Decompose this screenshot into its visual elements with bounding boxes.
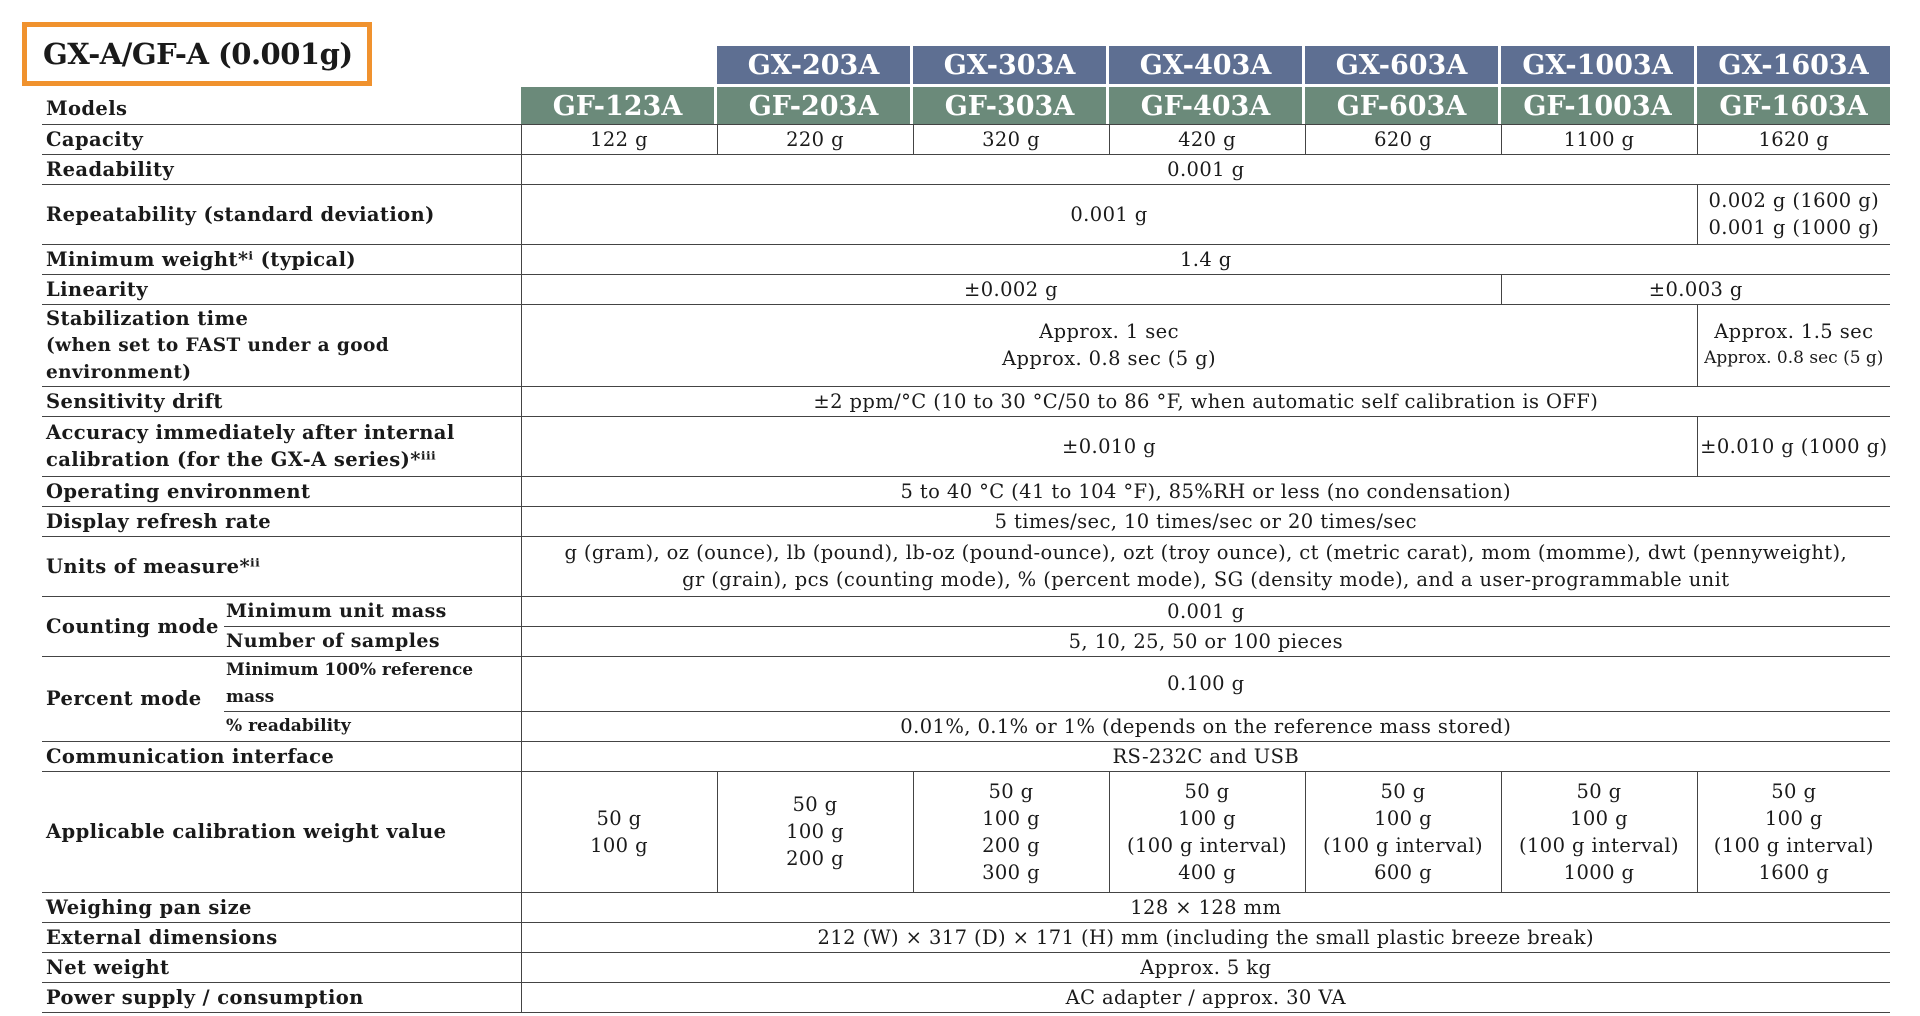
cal-weight-line: (100 g interval) [1518,833,1680,857]
repeatability-last [1697,184,1890,244]
comm-value: RS-232C and USB [521,741,1890,771]
readability-value: 0.001 g [521,154,1890,184]
row-models [42,87,1890,124]
section-title: GX-A/GF-A (0.001g) [22,22,372,86]
cal-weight-cell [913,771,1109,892]
header-gx-303a: GX-303A [913,46,1106,84]
pan-value: 128 × 128 mm [521,892,1890,922]
cal-weight-cell [1697,771,1890,892]
label-linearity: Linearity [42,274,521,304]
cal-weight-cell [717,771,913,892]
power-value: AC adapter / approx. 30 VA [521,982,1890,1012]
cal-weight-line: 1000 g [1563,860,1635,884]
label-counting-min: Minimum unit mass [224,596,521,626]
row-sensitivity [42,386,1890,416]
row-readability [42,154,1890,184]
cal-weight-cell [521,771,717,892]
net-weight-value: Approx. 5 kg [521,952,1890,982]
accuracy-value: ±0.010 g [521,416,1697,476]
label-min-weight: Minimum weight*ⁱ (typical) [42,244,521,274]
cal-weight-line: 100 g [590,833,648,857]
cal-weight-line: (100 g interval) [1322,833,1484,857]
header-gf-603a: GF-603A [1305,87,1498,125]
cal-weight-line: 100 g [1178,806,1236,830]
cal-weight-line: 50 g [988,779,1034,803]
stabilization-last [1697,304,1890,386]
capacity-cell: 1100 g [1501,124,1697,154]
label-power: Power supply / consumption [42,982,521,1012]
cal-weight-line: 50 g [1184,779,1230,803]
cal-weight-line: 600 g [1374,860,1432,884]
row-cal-weight [42,771,1890,892]
external-value: 212 (W) × 317 (D) × 171 (H) mm (including the small plastic breeze break) [521,922,1890,952]
row-accuracy [42,416,1890,476]
cal-weight-line: 200 g [982,833,1040,857]
label-readability: Readability [42,154,521,184]
label-units: Units of measure*ⁱⁱ [42,536,521,596]
refresh-value: 5 times/sec, 10 times/sec or 20 times/sec [521,506,1890,536]
cal-weight-line: 100 g [982,806,1040,830]
row-refresh [42,506,1890,536]
label-repeatability: Repeatability (standard deviation) [42,184,521,244]
label-counting-samples: Number of samples [224,626,521,656]
header-gx-1003a: GX-1003A [1501,46,1694,84]
accuracy-last: ±0.010 g (1000 g) [1697,416,1890,476]
label-stabilization-line2: (when set to FAST under a good environment) [46,334,390,383]
stabilization-last-line2: Approx. 0.8 sec (5 g) [1704,348,1884,368]
header-gx-603a: GX-603A [1305,46,1498,84]
header-gx-203a: GX-203A [717,46,910,84]
row-net-weight [42,952,1890,982]
label-comm: Communication interface [42,741,521,771]
row-external [42,922,1890,952]
label-models: Models [42,87,521,124]
row-stabilization [42,304,1890,386]
label-refresh: Display refresh rate [42,506,521,536]
sensitivity-value: ±2 ppm/°C (10 to 30 °C/50 to 86 °F, when automatic self calibration is OFF) [521,386,1890,416]
cal-weight-line: 100 g [1570,806,1628,830]
cal-weight-cell [1109,771,1305,892]
label-percent: Percent mode [42,656,224,741]
percent-ref-value: 0.100 g [521,656,1890,711]
header-gx-403a: GX-403A [1109,46,1302,84]
row-pan [42,892,1890,922]
linearity-value-b: ±0.003 g [1501,274,1890,304]
cal-weight-line: 50 g [792,793,838,816]
percent-read-value: 0.01%, 0.1% or 1% (depends on the reference mass stored) [521,711,1890,741]
cal-weight-line: 1600 g [1758,860,1830,884]
capacity-cell: 220 g [717,124,913,154]
row-repeatability [42,184,1890,244]
row-percent-ref [42,656,1890,711]
capacity-cell: 420 g [1109,124,1305,154]
row-min-weight [42,244,1890,274]
cal-weight-line: 200 g [786,847,844,870]
cal-weight-cell [1305,771,1501,892]
units-line1: g (gram), oz (ounce), lb (pound), lb-oz (pound-ounce), ozt (troy ounce), ct (metric carat), mom (momme), dwt (pennyweight), [564,541,1848,564]
linearity-value-a: ±0.002 g [521,274,1501,304]
header-gf-403a: GF-403A [1109,87,1302,125]
cal-weight-line: 100 g [786,820,844,843]
capacity-cell: 122 g [521,124,717,154]
cal-weight-line: 400 g [1178,860,1236,884]
row-counting-samples [42,626,1890,656]
row-capacity [42,124,1890,154]
row-operating [42,476,1890,506]
cal-weight-line: 300 g [982,860,1040,884]
header-gf-123a: GF-123A [521,87,714,125]
models-spacer [521,87,1890,124]
row-percent-read [42,711,1890,741]
label-operating: Operating environment [42,476,521,506]
repeatability-last-line2: 0.001 g (1000 g) [1708,216,1880,239]
repeatability-value: 0.001 g [521,184,1697,244]
label-percent-read: % readability [224,711,521,741]
label-percent-ref: Minimum 100% reference mass [224,656,521,711]
row-comm [42,741,1890,771]
cal-weight-line: 100 g [1374,806,1432,830]
label-net-weight: Net weight [42,952,521,982]
header-gf-303a: GF-303A [913,87,1106,125]
cal-weight-line: (100 g interval) [1713,833,1874,857]
label-accuracy-line1: Accuracy immediately after internal [46,421,455,444]
header-gx-1603a: GX-1603A [1697,46,1890,84]
header-gf-1003a: GF-1003A [1501,87,1694,125]
counting-samples-value: 5, 10, 25, 50 or 100 pieces [521,626,1890,656]
header-gf-1603a: GF-1603A [1697,87,1890,125]
cal-weight-line: 50 g [1380,779,1426,803]
units-line2: gr (grain), pcs (counting mode), % (percent mode), SG (density mode), and a user-programmable unit [682,568,1730,591]
cal-weight-cell [1501,771,1697,892]
label-stabilization-line1: Stabilization time [46,306,249,330]
stabilization-main-line1: Approx. 1 sec [1039,320,1179,343]
counting-min-value: 0.001 g [521,596,1890,626]
capacity-cell: 1620 g [1697,124,1890,154]
stabilization-main [521,304,1697,386]
label-pan: Weighing pan size [42,892,521,922]
label-stabilization [42,304,521,386]
label-external: External dimensions [42,922,521,952]
cal-weight-line: 100 g [1764,806,1823,830]
repeatability-last-line1: 0.002 g (1600 g) [1708,189,1880,212]
stabilization-main-line2: Approx. 0.8 sec (5 g) [1001,347,1217,370]
label-accuracy-line2: calibration (for the GX-A series)*ⁱⁱⁱ [46,448,437,471]
label-cal-weight: Applicable calibration weight value [42,771,521,892]
header-gf-203a: GF-203A [717,87,910,125]
row-power [42,982,1890,1012]
capacity-cell: 320 g [913,124,1109,154]
operating-value: 5 to 40 °C (41 to 104 °F), 85%RH or less (no condensation) [521,476,1890,506]
capacity-cell: 620 g [1305,124,1501,154]
cal-weight-line: 50 g [1576,779,1622,803]
row-linearity [42,274,1890,304]
label-accuracy [42,416,521,476]
label-sensitivity: Sensitivity drift [42,386,521,416]
row-units [42,536,1890,596]
cal-weight-line: 50 g [596,806,642,830]
spec-table [42,87,1890,1013]
label-counting: Counting mode [42,596,224,656]
units-value [521,536,1890,596]
cal-weight-line: 50 g [1771,779,1817,803]
row-counting-min [42,596,1890,626]
label-capacity: Capacity [42,124,521,154]
cal-weight-line: (100 g interval) [1126,833,1288,857]
stabilization-last-line1: Approx. 1.5 sec [1714,320,1874,343]
min-weight-value: 1.4 g [521,244,1890,274]
